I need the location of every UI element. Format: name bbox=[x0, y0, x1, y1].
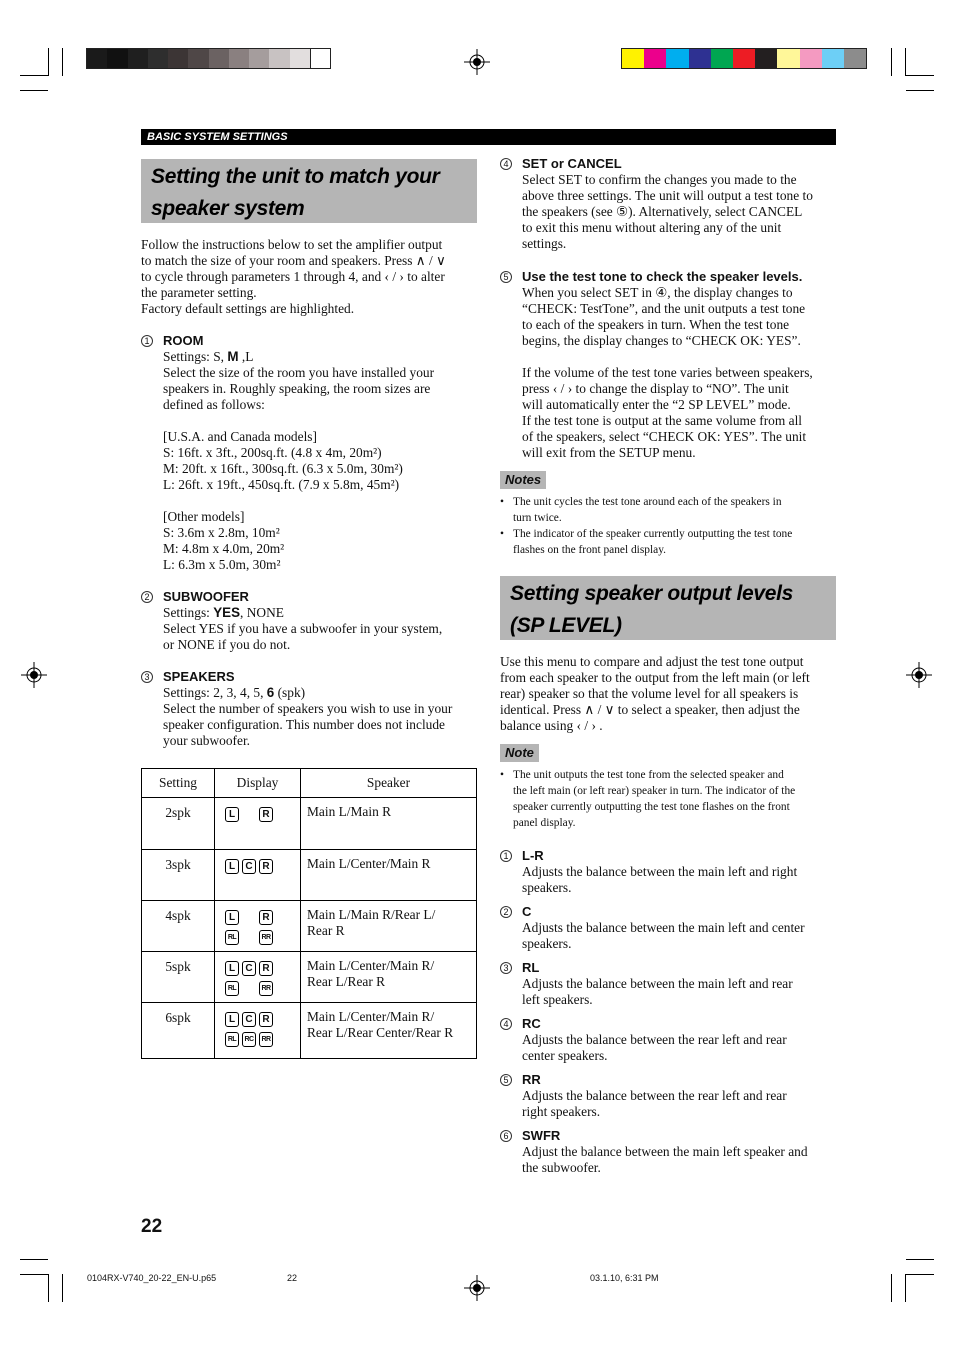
display-cell bbox=[215, 1003, 301, 1059]
channel-indicator-row bbox=[225, 958, 300, 978]
display-cell bbox=[215, 798, 301, 850]
setting-cell: 5spk bbox=[142, 952, 215, 1003]
text-line: above three settings. The unit will output a test tone to bbox=[522, 188, 813, 203]
section-header-strip: BASIC SYSTEM SETTINGS bbox=[141, 129, 836, 145]
gray-swatch bbox=[148, 49, 168, 68]
title-line: (SP LEVEL) bbox=[510, 614, 622, 637]
gray-swatch bbox=[290, 49, 310, 68]
channel-indicator bbox=[242, 981, 256, 996]
test-tone-text bbox=[522, 285, 842, 461]
text-line: Rear L/Rear R bbox=[307, 974, 386, 989]
text-line: from each speaker to the output from the left main (or left bbox=[500, 670, 810, 685]
note-item bbox=[500, 767, 836, 831]
channel-indicator-row bbox=[225, 927, 300, 947]
color-swatch bbox=[733, 49, 755, 68]
room-settings bbox=[163, 349, 483, 573]
channel-indicator: R bbox=[259, 910, 273, 925]
text-line: • The indicator of the speaker currently outputting the test tone bbox=[513, 528, 793, 540]
settings-line bbox=[163, 349, 483, 365]
text-line: Select the number of speakers you wish to use in your bbox=[163, 701, 453, 716]
registration-mark-left bbox=[21, 662, 47, 688]
text-line: Adjusts the balance between the rear left and rear bbox=[522, 1032, 787, 1047]
notes-list bbox=[500, 494, 836, 558]
color-swatch bbox=[844, 49, 866, 68]
text-line: “CHECK: TestTone”, and the unit outputs a test tone bbox=[522, 301, 806, 316]
item-number: 4 bbox=[500, 158, 512, 170]
text-line: press ‹ / › to change the display to “NO”. The unit bbox=[522, 381, 789, 396]
channel-indicator: RC bbox=[242, 1032, 256, 1047]
color-calibration-bar bbox=[621, 48, 867, 69]
channel-indicator-row bbox=[225, 804, 300, 824]
channel-indicator: L bbox=[225, 1012, 239, 1027]
item-number: 3 bbox=[500, 962, 512, 974]
item-title-speakers: SPEAKERS bbox=[163, 669, 235, 684]
channel-indicator: RR bbox=[259, 1032, 273, 1047]
title-line: speaker system bbox=[151, 197, 305, 220]
text-line: Follow the instructions below to set the amplifier output bbox=[141, 237, 443, 252]
notes-label: Notes bbox=[500, 471, 546, 489]
channel-indicator: R bbox=[259, 807, 273, 822]
speakers-settings bbox=[163, 685, 483, 749]
item-title-room: ROOM bbox=[163, 333, 204, 348]
setting-cell: 3spk bbox=[142, 850, 215, 901]
settings-suffix: , NONE bbox=[240, 605, 284, 620]
settings-line bbox=[163, 605, 483, 621]
channel-indicator: R bbox=[259, 1012, 273, 1027]
registration-mark-top bbox=[464, 49, 490, 75]
level-description bbox=[522, 920, 842, 952]
item-number: 5 bbox=[500, 1074, 512, 1086]
section-title-speaker-system bbox=[141, 159, 477, 223]
text-line: will automatically enter the “2 SP LEVEL” mode. bbox=[522, 397, 791, 412]
text-line bbox=[522, 349, 842, 365]
color-swatch bbox=[689, 49, 711, 68]
settings-default: 6 bbox=[266, 685, 275, 700]
room-description bbox=[163, 365, 483, 573]
color-swatch bbox=[777, 49, 799, 68]
color-swatch bbox=[755, 49, 777, 68]
channel-indicator: L bbox=[225, 807, 239, 822]
text-line bbox=[163, 493, 483, 509]
item-number: 3 bbox=[141, 671, 153, 683]
channel-indicator: L bbox=[225, 961, 239, 976]
gray-swatch bbox=[269, 49, 289, 68]
text-line: will exit from the SETUP menu. bbox=[522, 445, 696, 460]
text-line: Adjust the balance between the main left speaker and bbox=[522, 1144, 808, 1159]
channel-indicator-row bbox=[225, 1009, 300, 1029]
speaker-cell bbox=[301, 850, 477, 901]
channel-indicator bbox=[242, 910, 256, 925]
item-number: 5 bbox=[500, 271, 512, 283]
text-line: left speakers. bbox=[522, 992, 593, 1007]
table-header-row bbox=[142, 769, 477, 798]
gray-swatch bbox=[128, 49, 148, 68]
speaker-cell bbox=[301, 798, 477, 850]
settings-suffix: ,L bbox=[238, 349, 254, 364]
display-cell bbox=[215, 850, 301, 901]
item-number: 1 bbox=[500, 850, 512, 862]
text-line: Main L/Center/Main R/ bbox=[307, 958, 435, 973]
note-item bbox=[500, 526, 836, 558]
text-line: S: 16ft. x 3ft., 200sq.ft. (4.8 x 4m, 20m²) bbox=[163, 445, 382, 460]
channel-indicator: R bbox=[259, 859, 273, 874]
table-row bbox=[142, 798, 477, 850]
setting-cell: 4spk bbox=[142, 901, 215, 952]
speaker-cell bbox=[301, 952, 477, 1003]
text-line: L: 26ft. x 19ft., 450sq.ft. (7.9 x 5.8m, 45m²) bbox=[163, 477, 400, 492]
level-title: RR bbox=[522, 1072, 541, 1087]
item-number: 2 bbox=[500, 906, 512, 918]
color-swatch bbox=[800, 49, 822, 68]
footer-page: 22 bbox=[287, 1273, 298, 1283]
text-line: S: 3.6m x 2.8m, 10m² bbox=[163, 525, 280, 540]
text-line: identical. Press ∧ / ∨ to select a speaker, then adjust the bbox=[500, 702, 800, 717]
text-line: Use this menu to compare and adjust the test tone output bbox=[500, 654, 804, 669]
text-line: [U.S.A. and Canada models] bbox=[163, 429, 317, 444]
speaker-cell bbox=[301, 901, 477, 952]
display-cell bbox=[215, 901, 301, 952]
color-swatch bbox=[822, 49, 844, 68]
text-line: turn twice. bbox=[513, 512, 562, 524]
text-line: center speakers. bbox=[522, 1048, 608, 1063]
gray-calibration-bar bbox=[86, 48, 331, 69]
text-line: the left main (or left rear) speaker in turn. The indicator of the bbox=[513, 785, 796, 797]
speaker-cell bbox=[301, 1003, 477, 1059]
level-description bbox=[522, 1144, 842, 1176]
level-description bbox=[522, 976, 842, 1008]
channel-indicator: RR bbox=[259, 981, 273, 996]
settings-prefix: Settings: bbox=[163, 605, 214, 620]
channel-indicator: RR bbox=[259, 930, 273, 945]
settings-default: YES bbox=[213, 605, 241, 620]
text-line: begins, the display changes to “CHECK OK: YES”. bbox=[522, 333, 801, 348]
item-title-subwoofer: SUBWOOFER bbox=[163, 589, 249, 604]
text-line: Select the size of the room you have installed your bbox=[163, 365, 435, 380]
channel-indicator: R bbox=[259, 961, 273, 976]
text-line: If the test tone is output at the same volume from all bbox=[522, 413, 803, 428]
text-line: L: 6.3m x 5.0m, 30m² bbox=[163, 557, 281, 572]
level-description bbox=[522, 1088, 842, 1120]
text-line: Factory default settings are highlighted. bbox=[141, 301, 355, 316]
note-list bbox=[500, 767, 836, 831]
text-line: the speakers (see ⑤). Alternatively, select CANCEL bbox=[522, 204, 803, 219]
text-line: panel display. bbox=[513, 817, 576, 829]
level-title: RC bbox=[522, 1016, 541, 1031]
text-line: speakers. bbox=[522, 936, 572, 951]
text-line: your subwoofer. bbox=[163, 733, 251, 748]
gray-swatch bbox=[107, 49, 127, 68]
text-line: • The unit cycles the test tone around each of the speakers in bbox=[513, 496, 782, 508]
text-line: Main L/Center/Main R bbox=[307, 856, 431, 871]
text-line: Main L/Main R/Rear L/ bbox=[307, 907, 436, 922]
settings-suffix: (spk) bbox=[274, 685, 306, 700]
channel-indicator: C bbox=[242, 961, 256, 976]
text-line: speakers in. Roughly speaking, the room sizes are bbox=[163, 381, 431, 396]
text-line: When you select SET in ④, the display changes to bbox=[522, 285, 793, 300]
level-title: C bbox=[522, 904, 532, 919]
level-description bbox=[522, 1032, 842, 1064]
table-row bbox=[142, 901, 477, 952]
channel-indicator-row bbox=[225, 907, 300, 927]
text-line: speaker configuration. This number does not include bbox=[163, 717, 446, 732]
channel-indicator: RL bbox=[225, 981, 239, 996]
display-cell bbox=[215, 952, 301, 1003]
title-line: Setting speaker output levels bbox=[510, 582, 794, 605]
channel-indicator-row bbox=[225, 978, 300, 998]
text-line: Main L/Main R bbox=[307, 804, 392, 819]
text-line: speakers. bbox=[522, 880, 572, 895]
gray-swatch bbox=[87, 49, 107, 68]
intro-paragraph bbox=[141, 237, 481, 317]
text-line: of the speakers, select “CHECK OK: YES”. The unit bbox=[522, 429, 807, 444]
text-line: M: 4.8m x 4.0m, 20m² bbox=[163, 541, 285, 556]
level-title: RL bbox=[522, 960, 540, 975]
registration-mark-right bbox=[906, 662, 932, 688]
gray-swatch bbox=[168, 49, 188, 68]
gray-swatch bbox=[310, 49, 330, 68]
item-number: 6 bbox=[500, 1130, 512, 1142]
gray-swatch bbox=[229, 49, 249, 68]
text-line: • The unit outputs the test tone from the selected speaker and bbox=[513, 769, 784, 781]
text-line: M: 20ft. x 16ft., 300sq.ft. (6.3 x 5.0m, 30m²) bbox=[163, 461, 403, 476]
channel-indicator: L bbox=[225, 910, 239, 925]
footer-file: 0104RX-V740_20-22_EN-U.p65 bbox=[87, 1273, 217, 1283]
text-line: Adjusts the balance between the main left and rear bbox=[522, 976, 793, 991]
channel-indicator bbox=[242, 930, 256, 945]
footer-date: 03.1.10, 6:31 PM bbox=[590, 1273, 659, 1283]
text-line: to each of the speakers in turn. When the test tone bbox=[522, 317, 790, 332]
channel-indicator-row bbox=[225, 856, 300, 876]
text-line: If the volume of the test tone varies between speakers, bbox=[522, 365, 813, 380]
setting-cell: 2spk bbox=[142, 798, 215, 850]
color-swatch bbox=[644, 49, 666, 68]
text-line: to cycle through parameters 1 through 4, and ‹ / › to alter bbox=[141, 269, 445, 284]
channel-indicator: L bbox=[225, 859, 239, 874]
set-cancel-text bbox=[522, 172, 842, 252]
item-title-test-tone: Use the test tone to check the speaker levels. bbox=[522, 269, 803, 284]
level-title: L-R bbox=[522, 848, 544, 863]
table-row bbox=[142, 850, 477, 901]
text-line: the parameter setting. bbox=[141, 285, 257, 300]
text-line: Main L/Center/Main R/ bbox=[307, 1009, 435, 1024]
color-swatch bbox=[666, 49, 688, 68]
channel-indicator: RL bbox=[225, 930, 239, 945]
note-label: Note bbox=[500, 744, 539, 762]
text-line: right speakers. bbox=[522, 1104, 601, 1119]
channel-indicator bbox=[242, 807, 256, 822]
table-row bbox=[142, 1003, 477, 1059]
column-header: Speaker bbox=[301, 769, 477, 798]
title-line: Setting the unit to match your bbox=[151, 165, 440, 188]
registration-mark-bottom bbox=[464, 1275, 490, 1301]
section-title-sp-level bbox=[500, 576, 836, 640]
page-number: 22 bbox=[141, 1216, 163, 1237]
text-line: flashes on the front panel display. bbox=[513, 544, 666, 556]
channel-indicator: C bbox=[242, 1012, 256, 1027]
item-number: 1 bbox=[141, 335, 153, 347]
text-line: the subwoofer. bbox=[522, 1160, 601, 1175]
text-line: defined as follows: bbox=[163, 397, 265, 412]
channel-indicator: RL bbox=[225, 1032, 239, 1047]
settings-prefix: Settings: 2, 3, 4, 5, bbox=[163, 685, 267, 700]
text-line: [Other models] bbox=[163, 509, 245, 524]
text-line: balance using ‹ / › . bbox=[500, 718, 603, 733]
color-swatch bbox=[711, 49, 733, 68]
item-number: 2 bbox=[141, 591, 153, 603]
level-title: SWFR bbox=[522, 1128, 561, 1143]
gray-swatch bbox=[249, 49, 269, 68]
text-line: Rear L/Rear Center/Rear R bbox=[307, 1025, 454, 1040]
settings-line bbox=[163, 685, 483, 701]
level-description bbox=[522, 864, 842, 896]
text-line: to exit this menu without altering any of the unit bbox=[522, 220, 782, 235]
settings-default: M bbox=[227, 349, 239, 364]
text-line bbox=[163, 413, 483, 429]
text-line: or NONE if you do not. bbox=[163, 637, 291, 652]
text-line: Rear R bbox=[307, 923, 345, 938]
note-item bbox=[500, 494, 836, 526]
sp-level-intro bbox=[500, 654, 840, 734]
text-line: Select YES if you have a subwoofer in your system, bbox=[163, 621, 443, 636]
column-header: Setting bbox=[142, 769, 215, 798]
channel-indicator: C bbox=[242, 859, 256, 874]
speaker-config-table bbox=[141, 768, 477, 1059]
channel-indicator-row bbox=[225, 1029, 300, 1049]
table-row bbox=[142, 952, 477, 1003]
text-line: Adjusts the balance between the main left and right bbox=[522, 864, 798, 879]
gray-swatch bbox=[188, 49, 208, 68]
color-swatch bbox=[622, 49, 644, 68]
text-line: speaker currently outputting the test tone flashes on the front bbox=[513, 801, 790, 813]
setting-cell: 6spk bbox=[142, 1003, 215, 1059]
text-line: Select SET to confirm the changes you made to the bbox=[522, 172, 797, 187]
text-line: settings. bbox=[522, 236, 567, 251]
subwoofer-settings bbox=[163, 605, 483, 653]
gray-swatch bbox=[209, 49, 229, 68]
item-number: 4 bbox=[500, 1018, 512, 1030]
text-line: rear) speaker so that the volume level for all speakers is bbox=[500, 686, 799, 701]
text-line: Adjusts the balance between the rear left and rear bbox=[522, 1088, 787, 1103]
text-line: to match the size of your room and speakers. Press ∧ / ∨ bbox=[141, 253, 446, 268]
text-line: Adjusts the balance between the main left and center bbox=[522, 920, 805, 935]
settings-prefix: Settings: S, bbox=[163, 349, 228, 364]
item-title-set-cancel: SET or CANCEL bbox=[522, 156, 622, 171]
column-header: Display bbox=[215, 769, 301, 798]
